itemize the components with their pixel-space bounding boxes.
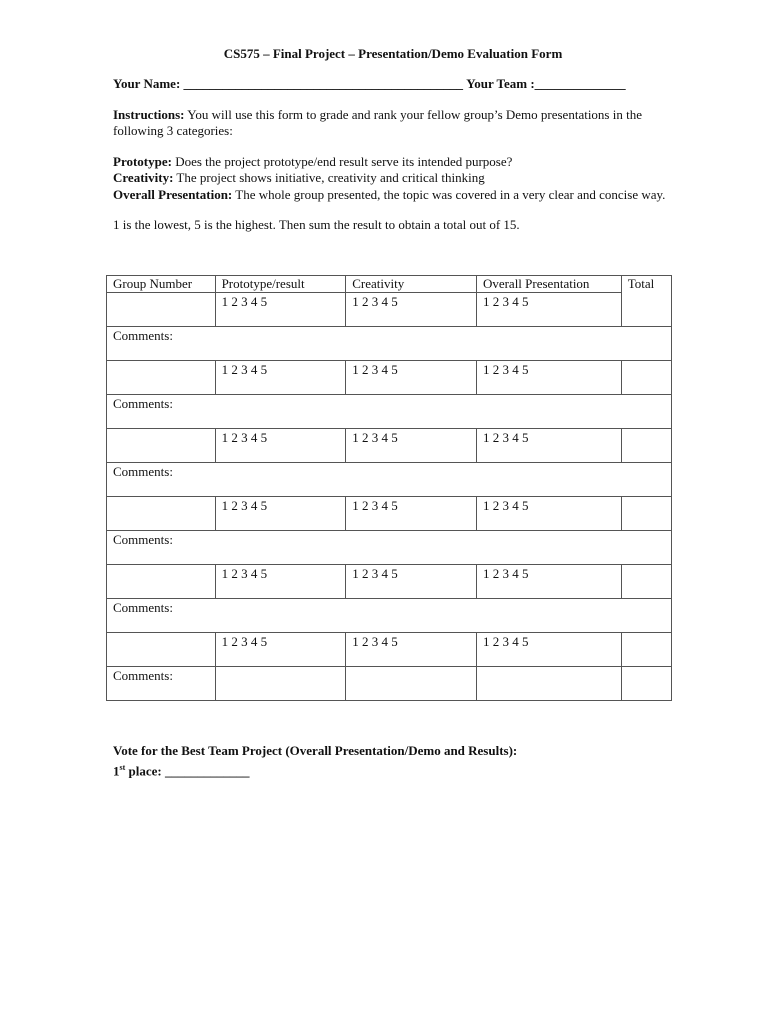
comments-row — [107, 463, 672, 497]
category-label: Creativity: — [113, 170, 174, 185]
comments-cell[interactable]: Comments: — [107, 531, 672, 565]
category-overall-presentation — [113, 187, 673, 204]
group-number-cell[interactable] — [107, 633, 216, 667]
header-row — [107, 276, 672, 293]
your-team-field[interactable]: ______________ — [534, 76, 626, 91]
creativity-score-cell[interactable]: 1 2 3 4 5 — [346, 565, 477, 599]
prototype-score-cell[interactable]: 1 2 3 4 5 — [215, 633, 346, 667]
header-creativity: Creativity — [346, 276, 477, 293]
empty-cell[interactable] — [476, 667, 621, 701]
header-group-number: Group Number — [107, 276, 216, 293]
score-row — [107, 497, 672, 531]
form-document — [113, 46, 673, 234]
category-label: Prototype: — [113, 153, 172, 169]
instructions-label: Instructions: — [113, 106, 185, 122]
total-cell[interactable] — [621, 633, 671, 667]
category-text: The whole group presented, the topic was covered in a very clear and concise way. — [235, 186, 666, 202]
first-place-label: place: — [128, 762, 162, 778]
comments-cell[interactable]: Comments: — [107, 395, 672, 429]
presentation-score-cell[interactable]: 1 2 3 4 5 — [476, 361, 621, 395]
score-row — [107, 633, 672, 667]
total-cell[interactable] — [621, 429, 671, 463]
comments-row — [107, 531, 672, 565]
header-prototype: Prototype/result — [215, 276, 346, 293]
total-cell[interactable] — [621, 497, 671, 531]
group-number-cell[interactable] — [107, 497, 216, 531]
comments-row — [107, 395, 672, 429]
presentation-score-cell[interactable]: 1 2 3 4 5 — [476, 565, 621, 599]
presentation-score-cell[interactable]: 1 2 3 4 5 — [476, 633, 621, 667]
header-overall-presentation: Overall Presentation — [476, 276, 621, 293]
empty-cell[interactable] — [215, 667, 346, 701]
creativity-score-cell[interactable]: 1 2 3 4 5 — [346, 497, 477, 531]
comments-cell[interactable]: Comments: — [107, 327, 672, 361]
empty-cell[interactable] — [346, 667, 477, 701]
group-number-cell[interactable] — [107, 429, 216, 463]
creativity-score-cell[interactable]: 1 2 3 4 5 — [346, 361, 477, 395]
creativity-score-cell[interactable]: 1 2 3 4 5 — [346, 633, 477, 667]
comments-cell[interactable]: Comments: — [107, 463, 672, 497]
prototype-score-cell[interactable]: 1 2 3 4 5 — [215, 293, 346, 327]
your-name-label: Your Name: — [113, 76, 181, 91]
comments-row — [107, 327, 672, 361]
first-place-line — [113, 760, 517, 780]
prototype-score-cell[interactable]: 1 2 3 4 5 — [215, 429, 346, 463]
prototype-score-cell[interactable]: 1 2 3 4 5 — [215, 565, 346, 599]
score-row — [107, 293, 672, 327]
presentation-score-cell[interactable]: 1 2 3 4 5 — [476, 293, 621, 327]
name-team-line — [113, 76, 673, 93]
total-cell[interactable] — [621, 361, 671, 395]
your-name-field[interactable]: ___________________________________________ — [183, 76, 464, 91]
first-place-number: 1 — [113, 762, 120, 778]
presentation-score-cell[interactable]: 1 2 3 4 5 — [476, 429, 621, 463]
prototype-score-cell[interactable]: 1 2 3 4 5 — [215, 497, 346, 531]
instructions-text: You will use this form to grade and rank your fellow group’s Demo presentations in the following 3 categories: — [113, 106, 642, 138]
creativity-score-cell[interactable]: 1 2 3 4 5 — [346, 293, 477, 327]
score-row — [107, 429, 672, 463]
comments-row — [107, 599, 672, 633]
category-text: The project shows initiative, creativity and critical thinking — [176, 170, 485, 185]
category-label: Overall Presentation: — [113, 186, 233, 202]
first-place-field[interactable]: _____________ — [165, 762, 250, 778]
comments-row — [107, 667, 672, 701]
comments-cell[interactable]: Comments: — [107, 667, 216, 701]
vote-section — [113, 743, 517, 779]
instructions — [113, 107, 673, 140]
group-number-cell[interactable] — [107, 565, 216, 599]
category-prototype — [113, 154, 673, 171]
first-place-suffix: st — [119, 762, 126, 772]
category-creativity — [113, 170, 673, 187]
creativity-score-cell[interactable]: 1 2 3 4 5 — [346, 429, 477, 463]
your-team-label: Your Team : — [466, 76, 535, 91]
prototype-score-cell[interactable]: 1 2 3 4 5 — [215, 361, 346, 395]
group-number-cell[interactable] — [107, 293, 216, 327]
category-text: Does the project prototype/end result serve its intended purpose? — [175, 153, 513, 169]
presentation-score-cell[interactable]: 1 2 3 4 5 — [476, 497, 621, 531]
scoring-note: 1 is the lowest, 5 is the highest. Then sum the result to obtain a total out of 15. — [113, 217, 520, 232]
vote-heading: Vote for the Best Team Project (Overall Presentation/Demo and Results): — [113, 743, 518, 758]
form-title: CS575 – Final Project – Presentation/Demo Evaluation Form — [223, 46, 563, 61]
group-number-cell[interactable] — [107, 361, 216, 395]
score-row — [107, 361, 672, 395]
score-row — [107, 565, 672, 599]
total-cell[interactable] — [621, 565, 671, 599]
header-total: Total — [621, 276, 671, 327]
empty-cell[interactable] — [621, 667, 671, 701]
comments-cell[interactable]: Comments: — [107, 599, 672, 633]
evaluation-table — [106, 275, 672, 701]
